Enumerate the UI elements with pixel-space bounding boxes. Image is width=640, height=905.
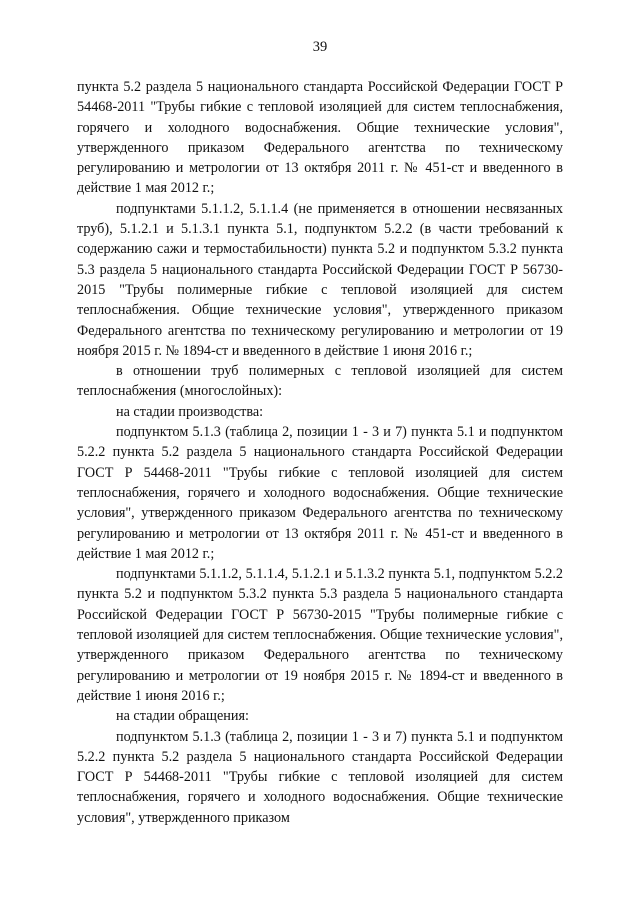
- paragraph-5: подпунктом 5.1.3 (таблица 2, позиции 1 - 3 и 7) пункта 5.1 и подпунктом 5.2.2 пункта 5.2 раздела 5 национального стандарта Российской Федерации ГОСТ Р 54468-2011 "Трубы гибкие с тепловой изоляцией для систем теплоснабжения, горячего и холодного водоснабжения. Общие технические условия", утвержденного приказом Федерального агентства по техническому регулированию и метрологии от 13 октября 2011 г. № 451-ст и введенного в действие 1 мая 2012 г.;: [77, 424, 563, 562]
- paragraph-2: подпунктами 5.1.1.2, 5.1.1.4 (не применяется в отношении несвязанных труб), 5.1.2.1 и 5.1.3.1 пункта 5.1, подпунктом 5.2.2 (в части требований к содержанию сажи и термостабильности) пункта 5.2 и подпунктом 5.3.2 пункта 5.3 раздела 5 национального стандарта Российской Федерации ГОСТ Р 56730-2015 "Трубы полимерные гибкие с тепловой изоляцией для систем теплоснабжения. Общие технические условия", утвержденного приказом Федерального агентства по техническому регулированию и метрологии от 19 ноября 2015 г. № 1894-ст и введенного в действие 1 июня 2016 г.;: [77, 200, 563, 359]
- paragraph-8: подпунктом 5.1.3 (таблица 2, позиции 1 - 3 и 7) пункта 5.1 и подпунктом 5.2.2 пункта 5.2 раздела 5 национального стандарта Российской Федерации ГОСТ Р 54468-2011 "Трубы гибкие с тепловой изоляцией для систем теплоснабжения, горячего и холодного водоснабжения. Общие технические условия", утвержденного приказом: [77, 728, 563, 826]
- document-body: [77, 77, 563, 828]
- paragraph-4: на стадии производства:: [116, 403, 264, 420]
- paragraph-1: пункта 5.2 раздела 5 национального стандарта Российской Федерации ГОСТ Р 54468-2011 "Трубы гибкие с тепловой изоляцией для систем теплоснабжения, горячего и холодного водоснабжения. Общие технические условия", утвержденного приказом Федерального агентства по техническому регулированию и метрологии от 13 октября 2011 г. № 451-ст и введенного в действие 1 мая 2012 г.;: [77, 79, 563, 197]
- paragraph-3: в отношении труб полимерных с тепловой изоляцией для систем теплоснабжения (многослойных):: [77, 363, 563, 400]
- paragraph-7: на стадии обращения:: [116, 708, 249, 725]
- page-number: 39: [312, 39, 328, 55]
- paragraph-6: подпунктами 5.1.1.2, 5.1.1.4, 5.1.2.1 и 5.1.3.2 пункта 5.1, подпунктом 5.2.2 пункта 5.2 и подпунктом 5.3.2 пункта 5.3 раздела 5 национального стандарта Российской Федерации ГОСТ Р 56730-2015 "Трубы полимерные гибкие с тепловой изоляцией для систем теплоснабжения. Общие технические условия", утвержденного приказом Федерального агентства по техническому регулированию и метрологии от 19 ноября 2015 г. № 1894-ст и введенного в действие 1 июня 2016 г.;: [77, 566, 563, 704]
